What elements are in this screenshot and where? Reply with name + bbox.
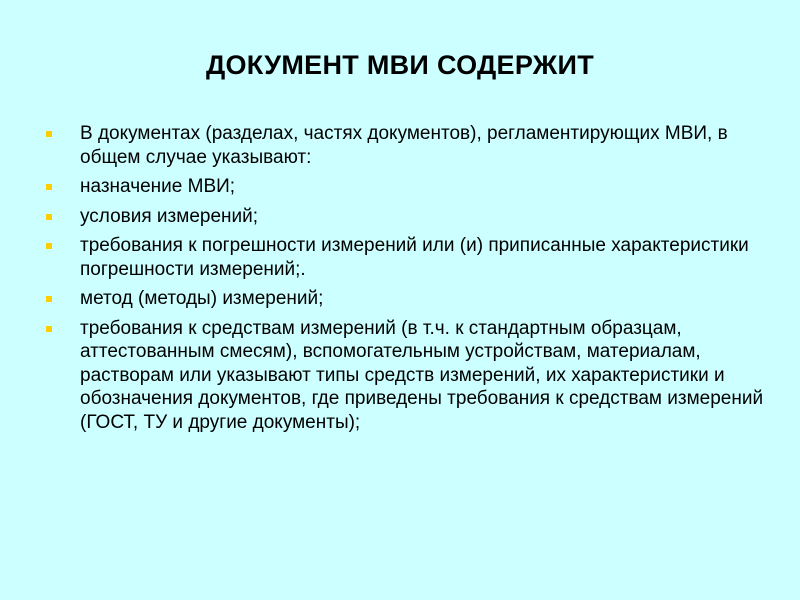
list-item: [46, 234, 766, 281]
square-bullet-icon: [46, 243, 52, 249]
list-item-text: назначение МВИ;: [80, 176, 236, 197]
square-bullet-icon: [46, 296, 52, 302]
slide-title: ДОКУМЕНТ МВИ СОДЕРЖИТ: [205, 50, 595, 80]
list-item-text: требования к средствам измерений (в т.ч. к стандартным образцам, аттестованным смесям), вспомогательным устройствам, материалам, растворам или указывают типы средств измерений, их характеристики и обозначения документов, где приведены требования к средствам измерений (ГОСТ, ТУ и другие документы);: [80, 317, 764, 433]
square-bullet-icon: [46, 131, 52, 137]
list-item: [46, 287, 766, 311]
square-bullet-icon: [46, 184, 52, 190]
list-item-text: требования к погрешности измерений или (и) приписанные характеристики погрешности измерений;.: [80, 235, 749, 280]
list-item: [46, 205, 766, 229]
list-item-text: условия измерений;: [80, 205, 259, 227]
list-item-text: В документах (разделах, частях документов), регламентирующих МВИ, в общем случае указывают:: [80, 123, 728, 168]
square-bullet-icon: [46, 214, 52, 220]
bullet-list: [46, 122, 766, 440]
list-item-text: метод (методы) измерений;: [80, 288, 324, 309]
list-item: [46, 317, 766, 435]
square-bullet-icon: [46, 326, 52, 332]
list-item: [46, 122, 766, 169]
list-item: [46, 175, 766, 199]
